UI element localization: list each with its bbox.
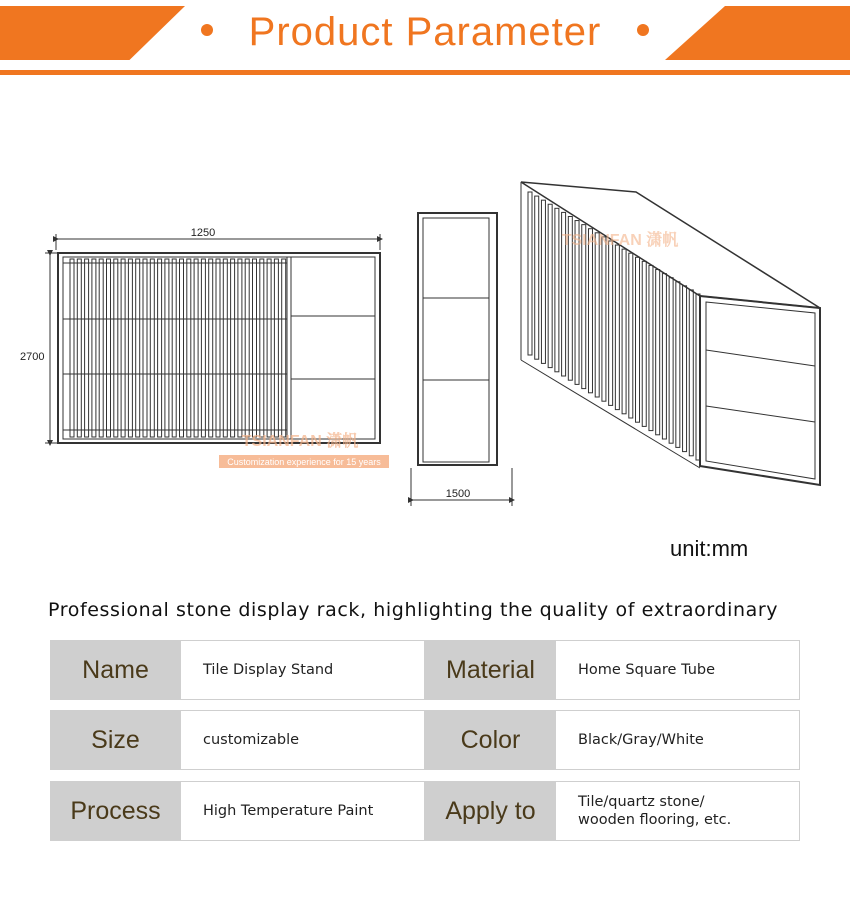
param-row-process bbox=[50, 781, 800, 841]
param-value-size: customizable bbox=[180, 710, 425, 770]
perspective-slat bbox=[541, 200, 545, 363]
slat bbox=[267, 259, 271, 437]
perspective-slat bbox=[676, 282, 680, 448]
perspective-slat bbox=[662, 274, 666, 439]
param-label-name: Name bbox=[50, 640, 181, 700]
slat bbox=[187, 259, 191, 437]
param-label-color: Color bbox=[425, 710, 556, 770]
param-value-apply-to bbox=[555, 781, 800, 841]
slat bbox=[209, 259, 213, 437]
param-row-size bbox=[50, 710, 800, 770]
perspective-slat bbox=[649, 265, 653, 430]
depth-dimension-label: 1500 bbox=[445, 488, 471, 500]
perspective-slat bbox=[642, 261, 646, 426]
slat bbox=[99, 259, 103, 437]
side-view bbox=[411, 213, 512, 506]
slat bbox=[77, 259, 81, 437]
apply-to-line-1: Tile/quartz stone/ bbox=[578, 794, 705, 810]
slat bbox=[136, 259, 140, 437]
slat bbox=[172, 259, 176, 437]
header-underline bbox=[0, 70, 850, 75]
perspective-watermark: TSIANFAN 潇帆 bbox=[561, 232, 679, 249]
slat bbox=[194, 259, 198, 437]
perspective-slat bbox=[689, 290, 693, 456]
slat bbox=[128, 259, 132, 437]
perspective-slat bbox=[582, 225, 586, 389]
slat bbox=[245, 259, 249, 437]
tagline: Professional stone display rack, highlighting the quality of extraordinary bbox=[48, 599, 779, 621]
slat bbox=[107, 259, 111, 437]
slat bbox=[201, 259, 205, 437]
watermark-slogan: Customization experience for 15 years bbox=[227, 457, 381, 467]
slat bbox=[158, 259, 162, 437]
perspective-slat bbox=[683, 286, 687, 452]
perspective-slat bbox=[555, 208, 559, 371]
title-dot-right bbox=[637, 24, 649, 36]
slat bbox=[150, 259, 154, 437]
unit-label: unit:mm bbox=[670, 536, 749, 561]
perspective-slat bbox=[548, 204, 552, 367]
slat bbox=[216, 259, 220, 437]
param-value-name: Tile Display Stand bbox=[180, 640, 425, 700]
perspective-slat bbox=[669, 278, 673, 444]
slat bbox=[143, 259, 147, 437]
param-value-color: Black/Gray/White bbox=[555, 710, 800, 770]
perspective-slat bbox=[656, 270, 660, 435]
perspective-slat bbox=[609, 241, 613, 405]
front-view-slats bbox=[70, 259, 286, 437]
technical-drawing bbox=[0, 150, 850, 530]
slat bbox=[85, 259, 89, 437]
param-label-material: Material bbox=[425, 640, 556, 700]
param-label-apply-to: Apply to bbox=[425, 781, 556, 841]
param-label-size: Size bbox=[50, 710, 181, 770]
page-title: Product Parameter bbox=[0, 10, 850, 55]
perspective-slat bbox=[615, 245, 619, 410]
perspective-slat bbox=[535, 196, 539, 359]
param-value-material: Home Square Tube bbox=[555, 640, 800, 700]
width-dimension-label: 1250 bbox=[190, 227, 216, 239]
slat bbox=[231, 259, 235, 437]
slat bbox=[274, 259, 278, 437]
apply-to-line-2: wooden flooring, etc. bbox=[578, 812, 732, 828]
slat bbox=[238, 259, 242, 437]
param-row-name bbox=[50, 640, 800, 700]
title-dot-left bbox=[201, 24, 213, 36]
param-value-process: High Temperature Paint bbox=[180, 781, 425, 841]
perspective-slat bbox=[595, 233, 599, 397]
slat bbox=[121, 259, 125, 437]
slat bbox=[114, 259, 118, 437]
perspective-slat bbox=[636, 257, 640, 422]
slat bbox=[282, 259, 286, 437]
height-dimension-label: 2700 bbox=[20, 351, 45, 363]
watermark-brand: TSIANFAN 潇帆 bbox=[241, 433, 359, 450]
slat bbox=[92, 259, 96, 437]
slat bbox=[223, 259, 227, 437]
perspective-slat bbox=[602, 237, 606, 401]
perspective-slat bbox=[588, 229, 592, 393]
perspective-slat bbox=[528, 192, 532, 355]
slat bbox=[253, 259, 257, 437]
perspective-slat bbox=[622, 249, 626, 414]
slat bbox=[180, 259, 184, 437]
section-header bbox=[0, 0, 850, 78]
perspective-slat bbox=[629, 253, 633, 418]
slat bbox=[70, 259, 74, 437]
param-label-process: Process bbox=[50, 781, 181, 841]
slat bbox=[260, 259, 264, 437]
slat bbox=[165, 259, 169, 437]
